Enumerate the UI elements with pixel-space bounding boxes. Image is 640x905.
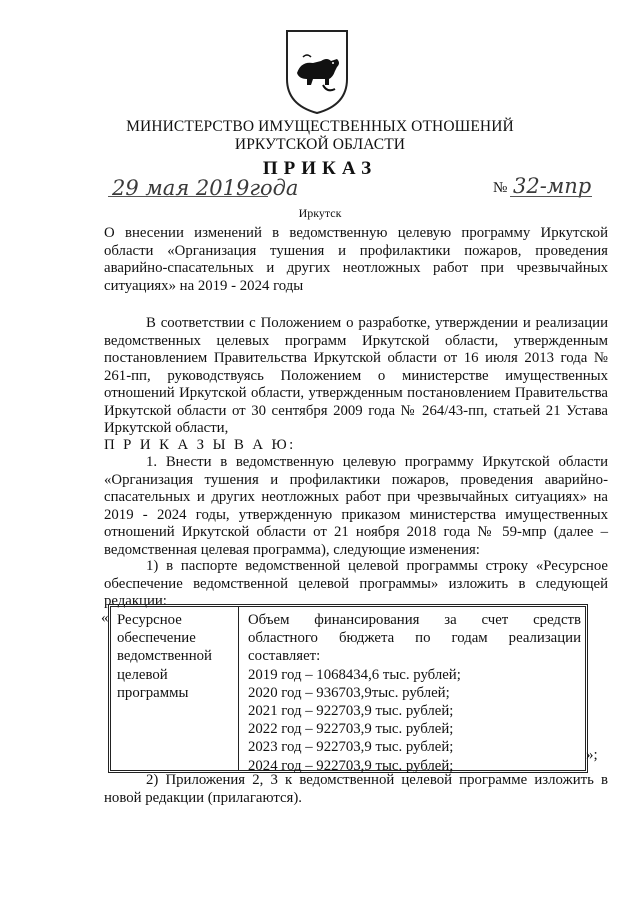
table-left-line: обеспечение [117, 630, 196, 647]
table-right-cell [242, 607, 585, 774]
item-1-1-paragraph: 1) в паспорте ведомственной целевой программы строку «Ресурсное обеспечение ведомственной целевой программы» изложить в следующей редакции: [104, 558, 608, 609]
table-right-line: 2021 год – 922703,9 тыс. рублей; [248, 703, 454, 720]
table-right-line: 2023 год – 922703,9 тыс. рублей; [248, 739, 454, 756]
coat-of-arms-emblem [283, 27, 351, 115]
handwritten-number: 32-мпр [513, 174, 592, 198]
order-word: П Р И К А З Ы В А Ю: [104, 437, 296, 453]
table-left-line: Ресурсное [117, 612, 182, 628]
table-right-line: 2022 год – 922703,9 тыс. рублей; [248, 721, 454, 738]
order-subject: О внесении изменений в ведомственную целевую программу Иркутской области «Организация тушения и профилактики пожаров, проведения аварийно-спасательных и других неотложных работ при чрезвычайных ситуациях» на 2019 - 2024 годы [104, 225, 608, 294]
item-1-paragraph: 1. Внести в ведомственную целевую программу Иркутской области «Организация тушения и профилактики пожаров, проведения аварийно-спасательных и других неотложных работ при чрезвычайных ситуациях» на 2019 - 2024 годы, утвержденную приказом министерства имущественных отношений Иркутской области от 21 ноября 2018 года № 59-мпр (далее – ведомственная целевая программа), следующие изменения: [104, 454, 608, 558]
table-left-cell [111, 607, 239, 770]
table-right-line: составляет: [248, 648, 321, 665]
number-sign: № [493, 180, 508, 196]
ministry-name-line1: МИНИСТЕРСТВО ИМУЩЕСТВЕННЫХ ОТНОШЕНИЙ [126, 118, 514, 135]
table-left-line: целевой [117, 666, 168, 683]
table-right-line: 2020 год – 936703,9тыс. рублей; [248, 684, 450, 701]
table-right-line: 2019 год – 1068434,6 тыс. рублей; [248, 666, 461, 683]
date-underline [108, 196, 268, 197]
table-left-line: ведомственной [117, 648, 212, 665]
table-left-text [117, 611, 235, 702]
ministry-name-line2: ИРКУТСКОЙ ОБЛАСТИ [234, 136, 406, 153]
table-right-line: Объем финансирования за счет средств [248, 612, 581, 628]
table-right-text [248, 611, 581, 775]
resource-table [110, 606, 586, 774]
table-close-quote: »; [586, 747, 598, 763]
item-2-paragraph: 2) Приложения 2, 3 к ведомственной целевой программе изложить в новой редакции (прилагаются). [104, 772, 608, 806]
handwritten-date: 29 мая 2019года [112, 176, 299, 200]
table-right-line: областного бюджета по годам реализации [248, 630, 581, 647]
number-underline [510, 196, 592, 197]
table-right-line: 2024 год – 922703,9 тыс. рублей; [248, 757, 454, 774]
city-name: Иркутск [298, 206, 342, 220]
document-type-title: ПРИКАЗ [262, 158, 378, 179]
table-open-quote: « [101, 610, 109, 626]
preamble-paragraph: В соответствии с Положением о разработке, утверждении и реализации ведомственных целевых программ Иркутской области, утвержденным постановлением Правительства Иркутской области от 16 июля 2013 года № 261-пп, руководствуясь Положением о министерстве имущественных отношений Иркутской области, утвержденным постановлением Правительства Иркутской области от 30 сентября 2009 года № 264/43-пп, статьей 21 Устава Иркутской области, [104, 315, 608, 436]
table-left-line: программы [117, 684, 189, 701]
